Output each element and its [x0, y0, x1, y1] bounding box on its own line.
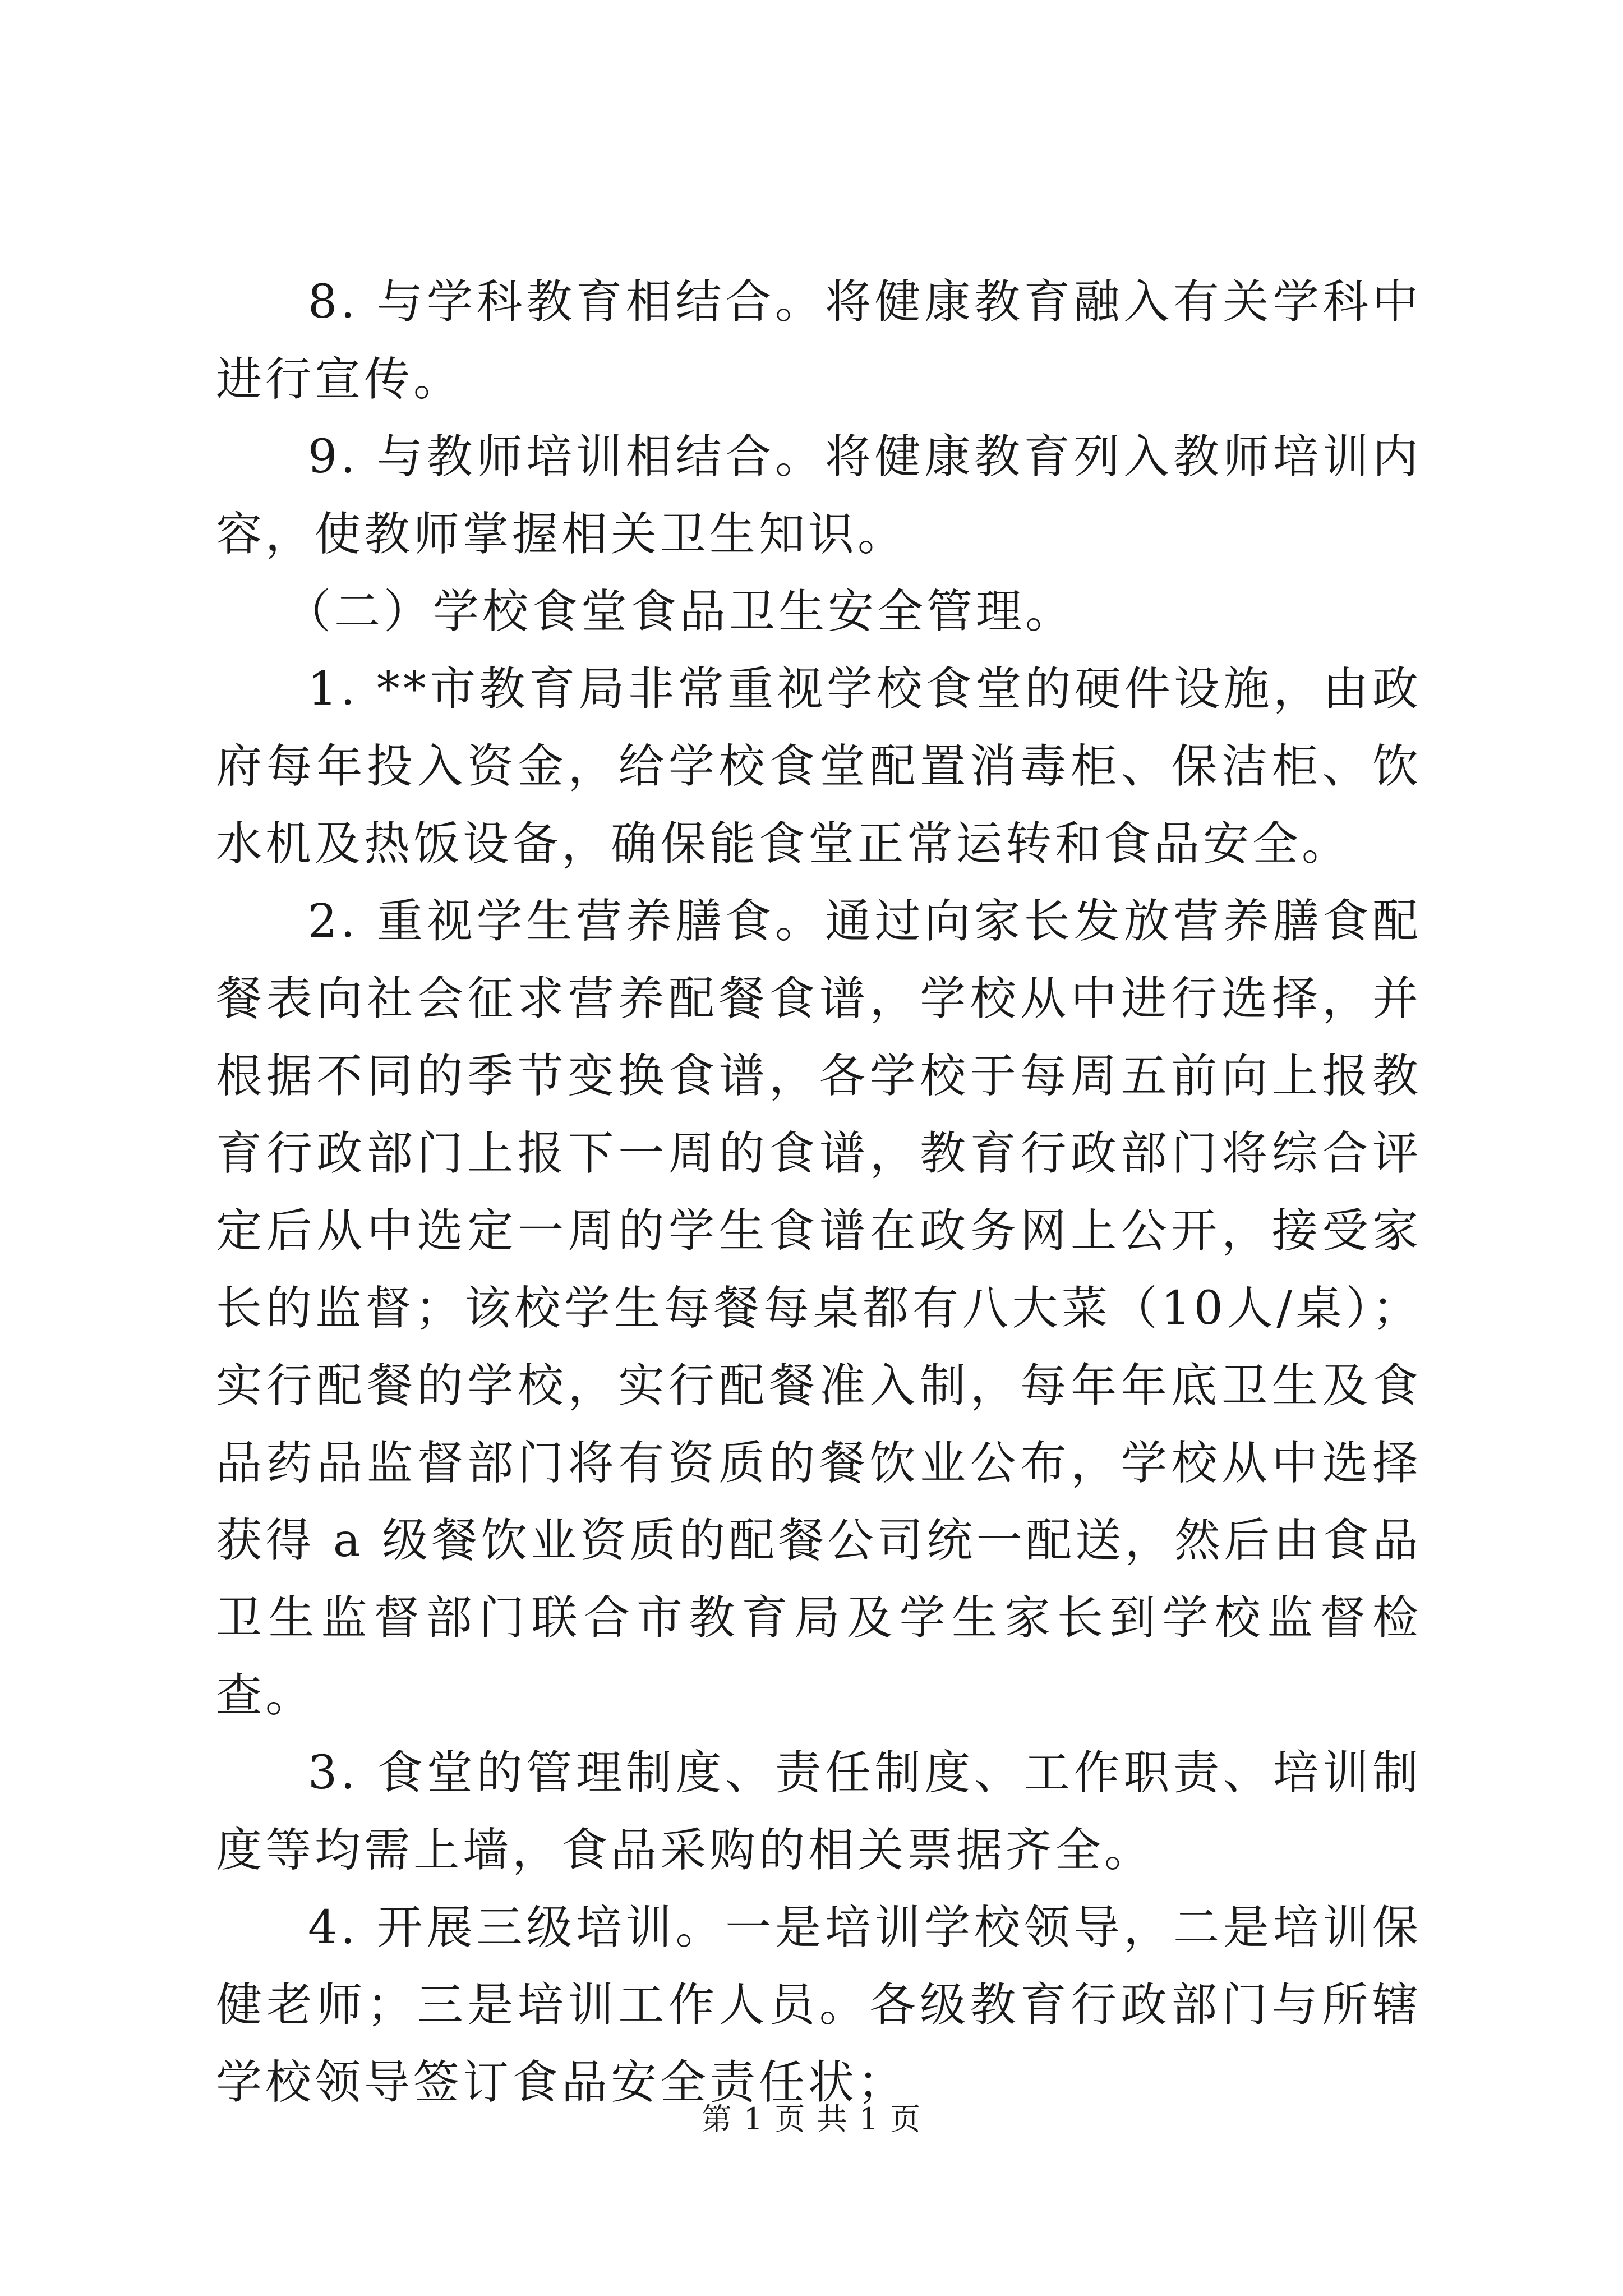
section-heading: （二）学校食堂食品卫生安全管理。: [285, 585, 1075, 638]
paragraph-item-1: 1. **市教育局非常重视学校食堂的硬件设施，由政府每年投入资金，给学校食堂配置消毒柜、保洁柜、饮水机及热饭设备，确保能食堂正常运转和食品安全。: [216, 662, 1422, 871]
paragraph-item-2: 2. 重视学生营养膳食。通过向家长发放营养膳食配餐表向社会征求营养配餐食谱，学校从中进行选择，并根据不同的季节变换食谱，各学校于每周五前向上报教育行政部门上报下一周的食谱，教育行政部门将综合评定后从中选定一周的学生食谱在政务网上公开，接受家长的监督；该校学生每餐每桌都有八大菜（10人/桌）；实行配餐的学校，实行配餐准入制，每年年底卫生及食品药品监督部门将有资质的餐饮业公布，学校从中选择获得 a 级餐饮业资质的配餐公司统一配送，然后由食品卫生监督部门联合市教育局及学生家长到学校监督检查。: [216, 895, 1422, 1722]
paragraph-item-3: 3. 食堂的管理制度、责任制度、工作职责、培训制度等均需上墙，食品采购的相关票据齐全。: [216, 1746, 1422, 1877]
paragraph-item-8: 8. 与学科教育相结合。将健康教育融入有关学科中进行宣传。: [216, 275, 1422, 406]
document-body: [216, 264, 1422, 2122]
paragraph-item-4: 4. 开展三级培训。一是培训学校领导，二是培训保健老师；三是培训工作人员。各级教育行政部门与所辖学校领导签订食品安全责任状；: [216, 1901, 1422, 2109]
page-footer: 第 1 页 共 1 页: [701, 2101, 922, 2137]
paragraph-item-9: 9. 与教师培训相结合。将健康教育列入教师培训内容，使教师掌握相关卫生知识。: [216, 430, 1422, 561]
